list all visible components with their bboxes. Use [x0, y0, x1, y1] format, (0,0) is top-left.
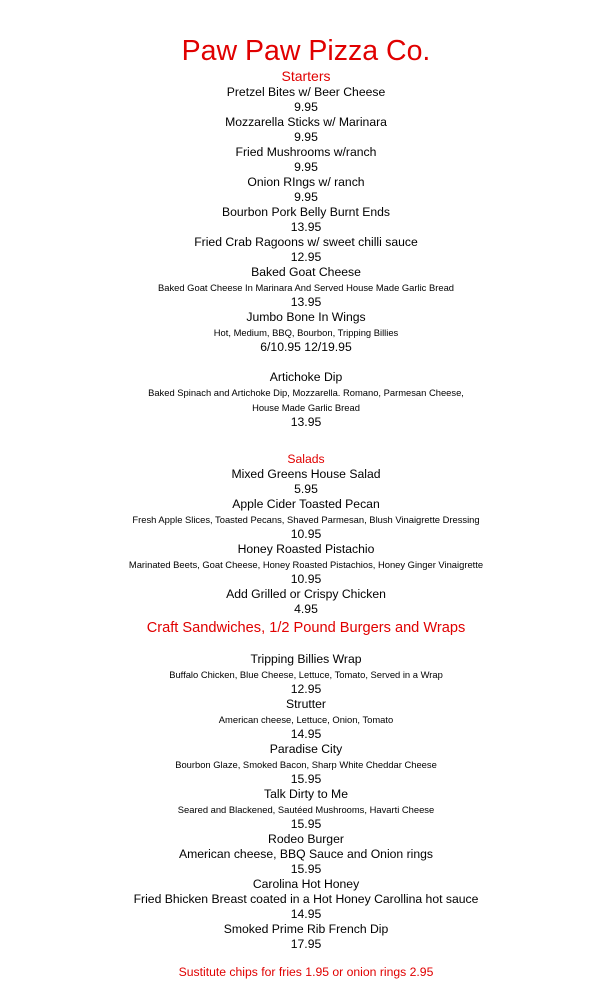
- item-name: Mozzarella Sticks w/ Marinara: [225, 115, 387, 129]
- item-name: Mixed Greens House Salad: [231, 467, 381, 481]
- item-price: 12.95: [290, 250, 322, 264]
- item-price: 6/10.95 12/19.95: [260, 340, 352, 354]
- section-heading-salads: Salads: [287, 452, 325, 466]
- item-description: Bourbon Glaze, Smoked Bacon, Sharp White Cheddar Cheese: [175, 759, 437, 770]
- item-price: 15.95: [290, 772, 322, 786]
- item-price: 10.95: [290, 572, 322, 586]
- item-name: Artichoke Dip: [269, 370, 343, 384]
- item-price: 13.95: [290, 415, 322, 429]
- item-description: American cheese, Lettuce, Onion, Tomato: [218, 714, 394, 725]
- item-name: Fried Crab Ragoons w/ sweet chilli sauce: [194, 235, 418, 249]
- section-heading-starters: Starters: [281, 68, 331, 84]
- item-price: 9.95: [294, 100, 318, 114]
- item-name: Add Grilled or Crispy Chicken: [226, 587, 386, 601]
- item-name: Talk Dirty to Me: [264, 787, 348, 801]
- item-name: Fried Mushrooms w/ranch: [235, 145, 377, 159]
- item-name: Tripping Billies Wrap: [250, 652, 362, 666]
- item-name: Pretzel Bites w/ Beer Cheese: [226, 85, 386, 99]
- item-price: 14.95: [290, 727, 322, 741]
- item-name: Carolina Hot Honey: [252, 877, 360, 891]
- item-name: Smoked Prime Rib French Dip: [223, 922, 389, 936]
- item-name: Baked Goat Cheese: [251, 265, 361, 279]
- item-price: 9.95: [294, 160, 318, 174]
- item-description: Hot, Medium, BBQ, Bourbon, Tripping Billies: [213, 327, 399, 338]
- item-price: 10.95: [290, 527, 322, 541]
- item-description: Fried Bhicken Breast coated in a Hot Honey Carollina hot sauce: [133, 892, 479, 906]
- item-price: 15.95: [290, 817, 322, 831]
- item-description: Marinated Beets, Goat Cheese, Honey Roasted Pistachios, Honey Ginger Vinaigrette: [128, 559, 484, 570]
- item-name: Rodeo Burger: [268, 832, 344, 846]
- item-name: Strutter: [286, 697, 326, 711]
- item-name: Bourbon Pork Belly Burnt Ends: [221, 205, 390, 219]
- item-description: Baked Goat Cheese In Marinara And Served House Made Garlic Bread: [158, 282, 454, 293]
- item-name: Onion RIngs w/ ranch: [247, 175, 365, 189]
- item-name: Jumbo Bone In Wings: [246, 310, 366, 324]
- item-price: 4.95: [294, 602, 318, 616]
- item-price: 14.95: [290, 907, 322, 921]
- item-name: Paradise City: [269, 742, 343, 756]
- item-price: 9.95: [294, 130, 318, 144]
- item-description: American cheese, BBQ Sauce and Onion rings: [178, 847, 434, 861]
- item-description: House Made Garlic Bread: [252, 402, 360, 413]
- item-name: Honey Roasted Pistachio: [237, 542, 375, 556]
- item-name: Apple Cider Toasted Pecan: [232, 497, 380, 511]
- item-price: 13.95: [290, 295, 322, 309]
- item-price: 15.95: [290, 862, 322, 876]
- section-heading-sandwiches: Craft Sandwiches, 1/2 Pound Burgers and Wraps: [146, 620, 466, 636]
- item-description: Baked Spinach and Artichoke Dip, Mozzarella. Romano, Parmesan Cheese,: [148, 387, 464, 398]
- item-price: 17.95: [290, 937, 322, 951]
- item-description: Seared and Blackened, Sautéed Mushrooms, Havarti Cheese: [177, 804, 435, 815]
- restaurant-title: Paw Paw Pizza Co.: [181, 35, 431, 67]
- item-price: 5.95: [294, 482, 318, 496]
- item-price: 13.95: [290, 220, 322, 234]
- item-description: Fresh Apple Slices, Toasted Pecans, Shaved Parmesan, Blush Vinaigrette Dressing: [132, 514, 480, 525]
- item-price: 12.95: [290, 682, 322, 696]
- item-description: Buffalo Chicken, Blue Cheese, Lettuce, Tomato, Served in a Wrap: [169, 669, 443, 680]
- item-price: 9.95: [294, 190, 318, 204]
- footer-note: Sustitute chips for fries 1.95 or onion rings 2.95: [178, 965, 434, 979]
